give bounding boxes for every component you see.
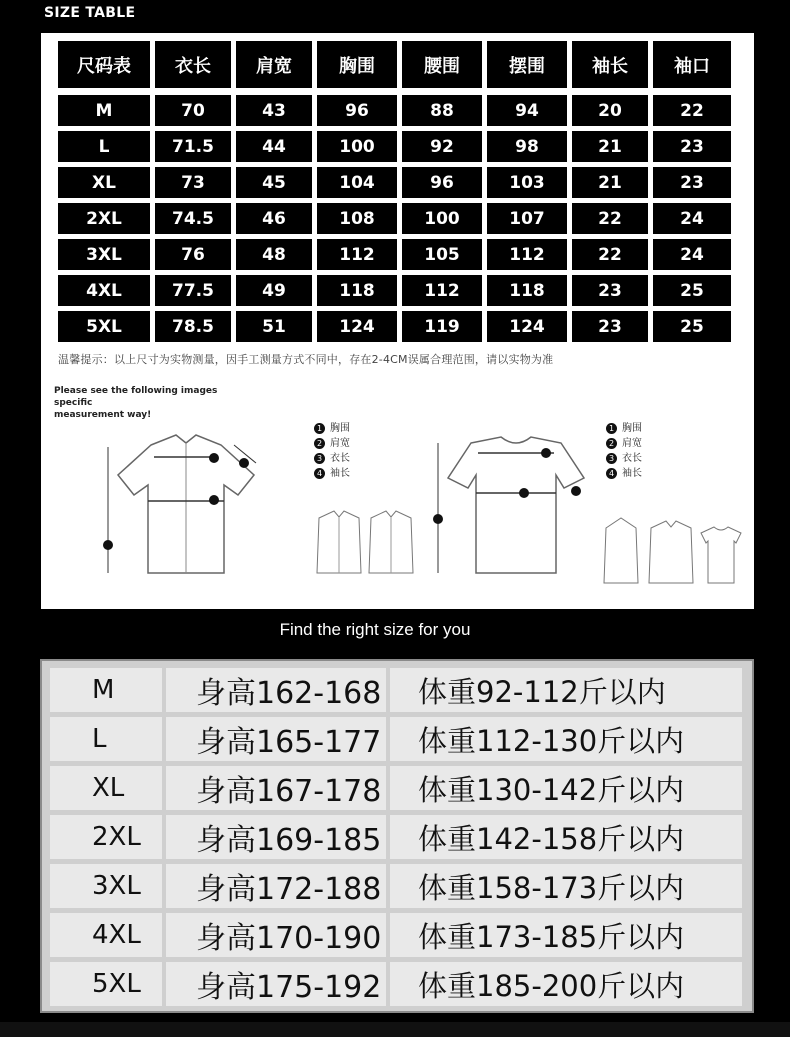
header-cell: 胸围 bbox=[317, 41, 397, 88]
table-row bbox=[58, 95, 736, 126]
table-cell: 112 bbox=[402, 275, 482, 306]
header-cell: 肩宽 bbox=[236, 41, 312, 88]
size-table bbox=[58, 41, 736, 347]
table-cell: 96 bbox=[317, 95, 397, 126]
table-cell: M bbox=[58, 95, 150, 126]
table-cell: 105 bbox=[402, 239, 482, 270]
size-table-header bbox=[58, 41, 736, 88]
legend-item bbox=[606, 436, 642, 451]
table-row bbox=[58, 167, 736, 198]
table-row bbox=[58, 275, 736, 306]
table-cell: 3XL bbox=[58, 239, 150, 270]
table-cell: XL bbox=[58, 167, 150, 198]
fit-weight: 体重142-158斤以内 bbox=[390, 815, 742, 859]
fit-height: 身高172-188 bbox=[166, 864, 386, 908]
header-cell: 衣长 bbox=[155, 41, 231, 88]
fit-height: 身高169-185 bbox=[166, 815, 386, 859]
size-table-label: SIZE TABLE bbox=[44, 5, 136, 21]
table-cell: 51 bbox=[236, 311, 312, 342]
tshirt-diagram-icon bbox=[426, 423, 606, 593]
garment-sketches-icon bbox=[596, 513, 746, 593]
table-cell: 2XL bbox=[58, 203, 150, 234]
table-row bbox=[50, 913, 742, 957]
fit-height: 身高175-192 bbox=[166, 962, 386, 1006]
table-row bbox=[50, 668, 742, 712]
table-row bbox=[50, 766, 742, 810]
measurement-caption-line: Please see the following images specific bbox=[54, 386, 218, 408]
number-badge-icon: 3 bbox=[314, 453, 325, 464]
table-cell: 104 bbox=[317, 167, 397, 198]
table-cell: 21 bbox=[572, 167, 648, 198]
fit-size: M bbox=[50, 668, 162, 712]
header-cell: 尺码表 bbox=[58, 41, 150, 88]
number-badge-icon: 2 bbox=[314, 438, 325, 449]
fit-weight: 体重158-173斤以内 bbox=[390, 864, 742, 908]
table-cell: 70 bbox=[155, 95, 231, 126]
shirt-diagram-icon bbox=[96, 423, 276, 593]
fit-size: 5XL bbox=[50, 962, 162, 1006]
header-cell: 袖口 bbox=[653, 41, 731, 88]
table-cell: 48 bbox=[236, 239, 312, 270]
legend-label: 胸围 bbox=[330, 423, 350, 434]
fit-height: 身高167-178 bbox=[166, 766, 386, 810]
fit-size: 3XL bbox=[50, 864, 162, 908]
legend-label: 肩宽 bbox=[330, 438, 350, 449]
number-badge-icon: 2 bbox=[606, 438, 617, 449]
fit-height: 身高162-168 bbox=[166, 668, 386, 712]
table-cell: 21 bbox=[572, 131, 648, 162]
number-badge-icon: 4 bbox=[314, 468, 325, 479]
table-cell: 112 bbox=[487, 239, 567, 270]
table-row bbox=[58, 131, 736, 162]
bottom-bar bbox=[0, 1022, 790, 1037]
table-cell: 118 bbox=[317, 275, 397, 306]
table-cell: 73 bbox=[155, 167, 231, 198]
table-cell: 112 bbox=[317, 239, 397, 270]
table-row bbox=[50, 962, 742, 1006]
legend-item bbox=[606, 466, 642, 481]
table-cell: 88 bbox=[402, 95, 482, 126]
jacket-sketch-icon bbox=[309, 503, 419, 583]
table-cell: 100 bbox=[402, 203, 482, 234]
table-cell: 23 bbox=[653, 167, 731, 198]
table-row bbox=[50, 717, 742, 761]
table-cell: 98 bbox=[487, 131, 567, 162]
table-cell: 119 bbox=[402, 311, 482, 342]
header-cell: 腰围 bbox=[402, 41, 482, 88]
number-badge-icon: 1 bbox=[314, 423, 325, 434]
fit-table bbox=[40, 659, 754, 1013]
table-cell: 71.5 bbox=[155, 131, 231, 162]
table-cell: 25 bbox=[653, 275, 731, 306]
table-cell: 22 bbox=[572, 239, 648, 270]
table-cell: 24 bbox=[653, 239, 731, 270]
fit-weight: 体重185-200斤以内 bbox=[390, 962, 742, 1006]
legend-label: 袖长 bbox=[622, 468, 642, 479]
legend-item bbox=[606, 451, 642, 466]
table-cell: 20 bbox=[572, 95, 648, 126]
header-cell: 摆围 bbox=[487, 41, 567, 88]
legend-label: 肩宽 bbox=[622, 438, 642, 449]
fit-size: 4XL bbox=[50, 913, 162, 957]
table-cell: 124 bbox=[487, 311, 567, 342]
table-cell: 118 bbox=[487, 275, 567, 306]
legend-label: 衣长 bbox=[330, 453, 350, 464]
table-row bbox=[58, 203, 736, 234]
find-size-heading: Find the right size for you bbox=[279, 620, 471, 639]
table-row bbox=[50, 815, 742, 859]
table-cell: 46 bbox=[236, 203, 312, 234]
table-cell: L bbox=[58, 131, 150, 162]
table-cell: 45 bbox=[236, 167, 312, 198]
number-badge-icon: 3 bbox=[606, 453, 617, 464]
table-cell: 92 bbox=[402, 131, 482, 162]
table-cell: 100 bbox=[317, 131, 397, 162]
table-cell: 22 bbox=[653, 95, 731, 126]
table-row bbox=[50, 864, 742, 908]
fit-height: 身高165-177 bbox=[166, 717, 386, 761]
legend-item bbox=[314, 421, 350, 436]
table-cell: 23 bbox=[653, 131, 731, 162]
fit-weight: 体重112-130斤以内 bbox=[390, 717, 742, 761]
fit-weight: 体重173-185斤以内 bbox=[390, 913, 742, 957]
table-cell: 4XL bbox=[58, 275, 150, 306]
fit-weight: 体重130-142斤以内 bbox=[390, 766, 742, 810]
fit-weight: 体重92-112斤以内 bbox=[390, 668, 742, 712]
table-cell: 76 bbox=[155, 239, 231, 270]
table-cell: 44 bbox=[236, 131, 312, 162]
table-cell: 107 bbox=[487, 203, 567, 234]
table-cell: 108 bbox=[317, 203, 397, 234]
table-cell: 23 bbox=[572, 275, 648, 306]
fit-size: L bbox=[50, 717, 162, 761]
legend-left bbox=[314, 421, 350, 481]
table-row bbox=[58, 311, 736, 342]
table-cell: 78.5 bbox=[155, 311, 231, 342]
legend-label: 衣长 bbox=[622, 453, 642, 464]
table-cell: 94 bbox=[487, 95, 567, 126]
table-cell: 22 bbox=[572, 203, 648, 234]
legend-label: 胸围 bbox=[622, 423, 642, 434]
table-cell: 24 bbox=[653, 203, 731, 234]
fit-size: 2XL bbox=[50, 815, 162, 859]
table-cell: 5XL bbox=[58, 311, 150, 342]
legend-item bbox=[314, 436, 350, 451]
fit-height: 身高170-190 bbox=[166, 913, 386, 957]
table-cell: 23 bbox=[572, 311, 648, 342]
legend-item bbox=[314, 466, 350, 481]
legend-right bbox=[606, 421, 642, 481]
table-cell: 77.5 bbox=[155, 275, 231, 306]
legend-item bbox=[314, 451, 350, 466]
table-cell: 74.5 bbox=[155, 203, 231, 234]
number-badge-icon: 1 bbox=[606, 423, 617, 434]
table-cell: 25 bbox=[653, 311, 731, 342]
measurement-diagram bbox=[41, 413, 754, 603]
table-cell: 49 bbox=[236, 275, 312, 306]
table-cell: 96 bbox=[402, 167, 482, 198]
table-cell: 43 bbox=[236, 95, 312, 126]
legend-item bbox=[606, 421, 642, 436]
legend-label: 袖长 bbox=[330, 468, 350, 479]
table-cell: 103 bbox=[487, 167, 567, 198]
header-cell: 袖长 bbox=[572, 41, 648, 88]
measurement-note: 温馨提示：以上尺寸为实物测量，因手工测量方式不同中，存在2-4CM误属合理范围，请以实物为准 bbox=[58, 353, 554, 366]
table-cell: 124 bbox=[317, 311, 397, 342]
fit-size: XL bbox=[50, 766, 162, 810]
measurement-caption-line: measurement way! bbox=[54, 410, 152, 420]
size-chart-panel bbox=[41, 33, 754, 609]
number-badge-icon: 4 bbox=[606, 468, 617, 479]
table-row bbox=[58, 239, 736, 270]
